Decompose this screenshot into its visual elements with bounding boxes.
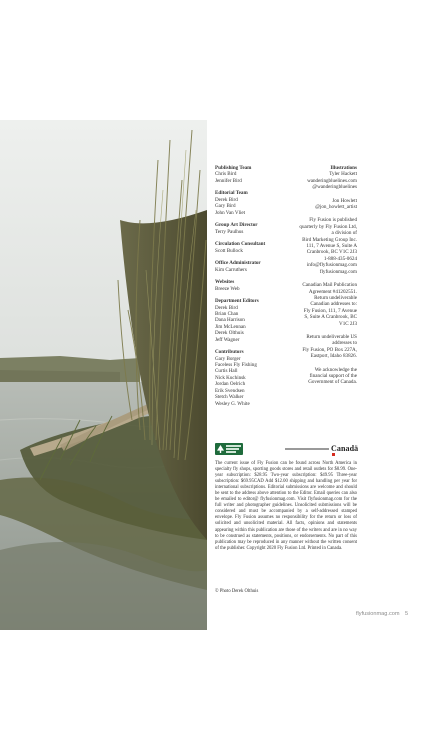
publisher-phone: 1-888-435-0624: [323, 255, 357, 262]
illustrator-2-section: [283, 198, 357, 211]
mail-line: V1C 2J3: [339, 320, 357, 327]
publisher-website: flyfusionmag.com: [319, 268, 357, 275]
tree-icon: [217, 445, 224, 453]
subscription-info-paragraph: The current issue of Fly Fusion can be found across North America in specialty fly shops, sporting goods stores and retail outlets for $8.99. One-year subscription: $28.95 Two-year subscription: $49.95 Three-year subscription: $69.95CAD Add $12.00 shipping and handling per year for international subscriptions. Editorial submissions are welcome and should be sent to the address above attention to the Editor. Email queries can also be emailed to editor@ flyfusionmag.com. Visit flyfusionmag.com for the full writer and photographer guidelines. Unsolicited submissions will be considered and must be accompanied by a self-addressed stamped envelope. Fly Fusion assumes no responsibility for the return or loss of solicited and unsolicited material. All facts, opinions and statements appearing within this publication are those of the writers and are in no way to be construed as statements, positions, or endorsements. No part of this publication may be reproduced in any manner without the written consent of the publisher. Copyright 2020 Fly Fusion Ltd. Printed in Canada.: [215, 461, 357, 551]
mail-line: S, Suite A Cranbrook, BC: [304, 314, 357, 321]
staff-name: Jeff Wagner: [215, 336, 240, 343]
riverbank-grass-illustration: [0, 120, 207, 630]
staff-name: Nick Kuchinsk: [215, 374, 246, 381]
section-title: Group Art Director: [215, 222, 258, 229]
illustrator-website: wanderingbluelines.com: [307, 177, 357, 184]
illustrator-name: Tyler Hackett: [329, 171, 357, 178]
staff-name: Kim Carruthers: [215, 266, 247, 273]
staff-name: Faceless Fly Fishing: [215, 362, 257, 369]
contributors-section: [215, 349, 290, 407]
maple-flag-icon: [332, 453, 335, 456]
staff-name: Derek Olthuis: [215, 330, 244, 337]
staff-name: Gary Bird: [215, 203, 236, 210]
staff-name: Wesley G. White: [215, 400, 250, 407]
staff-name: Terry Paulhus: [215, 228, 244, 235]
mail-line: Canadian Mail Publication: [302, 282, 357, 289]
section-title: Illustrations: [330, 165, 357, 171]
publisher-info-section: [283, 217, 357, 275]
section-title: Websites: [215, 279, 235, 286]
publishing-team-section: [215, 165, 290, 184]
acknowledgement-line: financial support of the: [309, 372, 357, 379]
acknowledgement-line: We acknowledge the: [314, 366, 357, 373]
publisher-address: 111, 7 Avenue S, Suite A: [306, 243, 357, 250]
publisher-line: a division of: [331, 230, 357, 237]
mail-line: Canadian addresses to:: [310, 301, 357, 308]
circulation-section: [215, 241, 290, 254]
staff-name: Breeze Web: [215, 285, 240, 292]
staff-name: Erik Svendsen: [215, 387, 245, 394]
cover-photo: [0, 120, 207, 630]
staff-name: Chris Bird: [215, 171, 237, 178]
mail-line: Return undeliverable US: [306, 333, 357, 340]
page-number: 5: [405, 611, 409, 617]
photo-credit: © Photo Derek Olthuis: [215, 589, 259, 594]
publisher-line: Fly Fusion is published: [309, 217, 357, 224]
section-title: Department Editors: [215, 298, 259, 305]
illustrator-name: Jon Howlett: [332, 197, 357, 204]
staff-name: Curtis Hall: [215, 368, 238, 375]
department-editors-section: [215, 298, 290, 343]
staff-name: Brian Chan: [215, 311, 239, 318]
mail-line: Agreement #41202551.: [308, 288, 357, 295]
mail-line: Fly Fusion, 111, 7 Avenue: [303, 307, 357, 314]
publisher-line: quarterly by Fly Fusion Ltd,: [299, 223, 357, 230]
canada-wordmark: Canadä: [331, 444, 359, 453]
us-mail-section: [283, 334, 357, 360]
staff-name: Stetch Walker: [215, 394, 244, 401]
masthead-right-column: [283, 165, 357, 392]
staff-name: John Van Vliet: [215, 209, 246, 216]
canadian-mail-section: [283, 282, 357, 327]
staff-name: Jordan Oelrich: [215, 381, 246, 388]
fsc-certification-logo: [215, 443, 243, 455]
acknowledgement-section: [283, 367, 357, 386]
footer-website-url: flyfusionmag.com: [356, 611, 400, 617]
publisher-address: Cranbrook, BC V1C 2J3: [306, 249, 357, 256]
logos-row: [215, 443, 357, 457]
section-title: Circulation Consultant: [215, 241, 266, 248]
staff-name: Jim McLennan: [215, 323, 246, 330]
government-funding-text-mark: [285, 448, 329, 450]
editorial-team-section: [215, 190, 290, 216]
acknowledgement-line: Government of Canada.: [308, 379, 357, 386]
illustrator-handle: @wanderingbluelines: [312, 184, 357, 191]
mail-line: Return undeliverable: [314, 294, 357, 301]
publisher-line: Bird Marketing Group Inc.: [302, 236, 357, 243]
staff-name: Jennifer Bird: [215, 177, 242, 184]
mail-line: Eastport, Idaho 83826.: [310, 353, 357, 360]
office-administrator-section: [215, 260, 290, 273]
mail-line: addresses to: [332, 340, 357, 347]
masthead-left-column: [215, 165, 290, 413]
illustrator-handle: @jon_howlett_artist: [315, 204, 357, 211]
art-director-section: [215, 222, 290, 235]
staff-name: Dana Harrison: [215, 317, 245, 324]
illustrations-section: [283, 165, 357, 191]
websites-section: [215, 279, 290, 292]
section-title: Contributors: [215, 349, 244, 356]
canada-wordmark-logo: [331, 444, 358, 462]
mail-line: Fly Fusion, PO Box 227A,: [302, 346, 357, 353]
staff-name: Derek Bird: [215, 196, 238, 203]
section-title: Publishing Team: [215, 165, 252, 171]
staff-name: Derek Bird: [215, 304, 238, 311]
publisher-email: info@flyfusionmag.com: [306, 262, 357, 269]
section-title: Editorial Team: [215, 190, 248, 197]
staff-name: Scott Bullock: [215, 247, 243, 254]
staff-name: Gary Borger: [215, 355, 241, 362]
section-title: Office Administrator: [215, 260, 261, 267]
